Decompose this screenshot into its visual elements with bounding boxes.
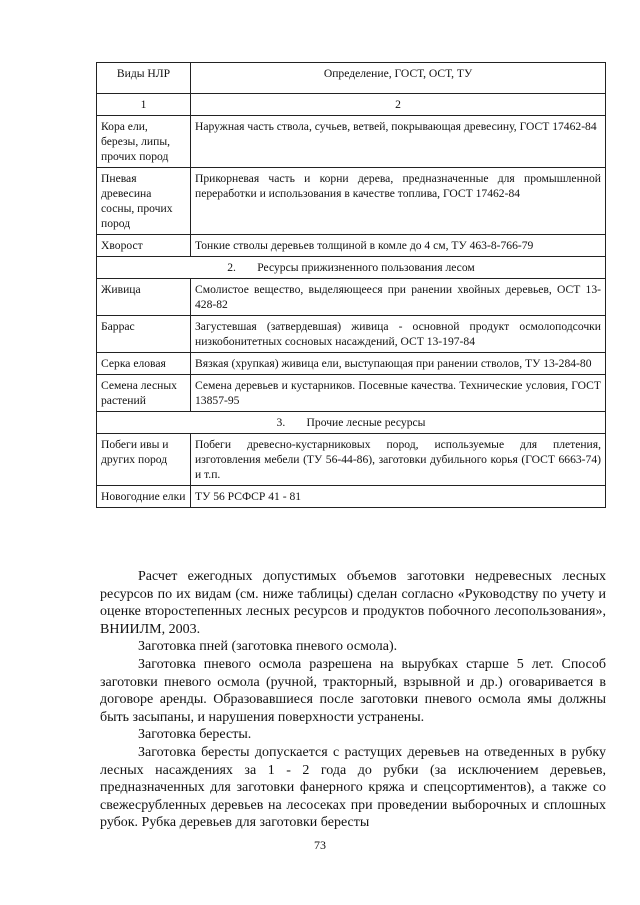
body-text (100, 568, 606, 832)
section-title: Прочие лесные ресурсы (306, 416, 426, 429)
resource-name: Побеги ивы и других пород (97, 434, 191, 486)
resource-name: Семена лесных растений (97, 375, 191, 412)
table-row (97, 434, 606, 486)
resource-name: Кора ели, березы, липы, прочих пород (97, 116, 191, 168)
table-row (97, 316, 606, 353)
paragraph: Заготовка бересты допускается с растущих деревьев на отведенных в рубку лесных насаждениях за 1 - 2 года до рубки (за исключением деревьев, предназначенных для заготовки фанерного кряжа и спецсортиментов), а также со свежесрубленных деревьев на лесосеках при проведении выборочных и сплошных рубок. Рубка деревьев для заготовки бересты (100, 744, 606, 831)
resource-definition: Семена деревьев и кустарников. Посевные качества. Технические условия, ГОСТ 13857-95 (191, 375, 606, 412)
table-row (97, 375, 606, 412)
col-number-1: 1 (97, 94, 191, 116)
table-row (97, 353, 606, 375)
section-number: 3. (276, 416, 286, 429)
section-row (97, 412, 606, 434)
page-number: 73 (314, 838, 326, 852)
resource-name: Пневая древесина сосны, прочих пород (97, 168, 191, 235)
table-row (97, 116, 606, 168)
resource-definition: ТУ 56 РСФСР 41 - 81 (191, 486, 606, 508)
header-type: Виды НЛР (97, 63, 191, 94)
resource-name: Живица (97, 279, 191, 316)
paragraph: Расчет ежегодных допустимых объемов заготовки недревесных лесных ресурсов по их видам (см. ниже таблицы) сделан согласно «Руководству по учету и оценке второстепенных лесных ресурсов и продуктов побочного лесопользования», ВНИИЛМ, 2003. (100, 569, 606, 637)
section-row (97, 257, 606, 279)
resource-name: Серка еловая (97, 353, 191, 375)
resource-definition: Тонкие стволы деревьев толщиной в комле до 4 см, ТУ 463-8-766-79 (191, 235, 606, 257)
nlr-table (96, 62, 606, 508)
table-header-row (97, 63, 606, 94)
paragraph: Заготовка пней (заготовка пневого осмола). (138, 639, 398, 655)
resource-definition: Вязкая (хрупкая) живица ели, выступающая при ранении стволов, ТУ 13-284-80 (191, 353, 606, 375)
table-row (97, 168, 606, 235)
table-row (97, 235, 606, 257)
resource-name: Новогодние елки (97, 486, 191, 508)
section-number: 2. (227, 261, 236, 274)
resource-definition: Прикорневая часть и корни дерева, предназначенные для промышленной переработки и использования в качестве топлива, ГОСТ 17462-84 (191, 168, 606, 235)
resource-definition: Загустевшая (затвердевшая) живица - основной продукт осмолоподсочки низкобонитетных сосновых насаждений, ОСТ 13-197-84 (191, 316, 606, 353)
resource-name: Баррас (97, 316, 191, 353)
section-heading (97, 412, 606, 434)
resource-definition: Наружная часть ствола, сучьев, ветвей, покрывающая древесину, ГОСТ 17462-84 (191, 116, 606, 168)
col-number-2: 2 (191, 94, 606, 116)
paragraph: Заготовка бересты. (138, 727, 252, 743)
resource-name: Хворост (97, 235, 191, 257)
section-heading (97, 257, 606, 279)
table-row (97, 486, 606, 508)
section-title: Ресурсы прижизненного пользования лесом (257, 261, 475, 274)
resource-definition: Смолистое вещество, выделяющееся при ранении хвойных деревьев, ОСТ 13-428-82 (191, 279, 606, 316)
table-row (97, 279, 606, 316)
paragraph: Заготовка пневого осмола разрешена на вырубках старше 5 лет. Способ заготовки пневого осмола (ручной, тракторный, взрывной и др.) оговаривается в договоре аренды. Образовавшиеся после заготовки пневого осмола ямы должны быть засыпаны, и нарушения поверхности устранены. (100, 656, 606, 725)
column-number-row (97, 94, 606, 116)
header-definition: Определение, ГОСТ, ОСТ, ТУ (191, 63, 606, 94)
resource-definition: Побеги древесно-кустарниковых пород, используемые для плетения, изготовления мебели (ТУ 56-44-86), заготовки дубильного корья (ГОСТ 6663-74) и т.п. (191, 434, 606, 486)
